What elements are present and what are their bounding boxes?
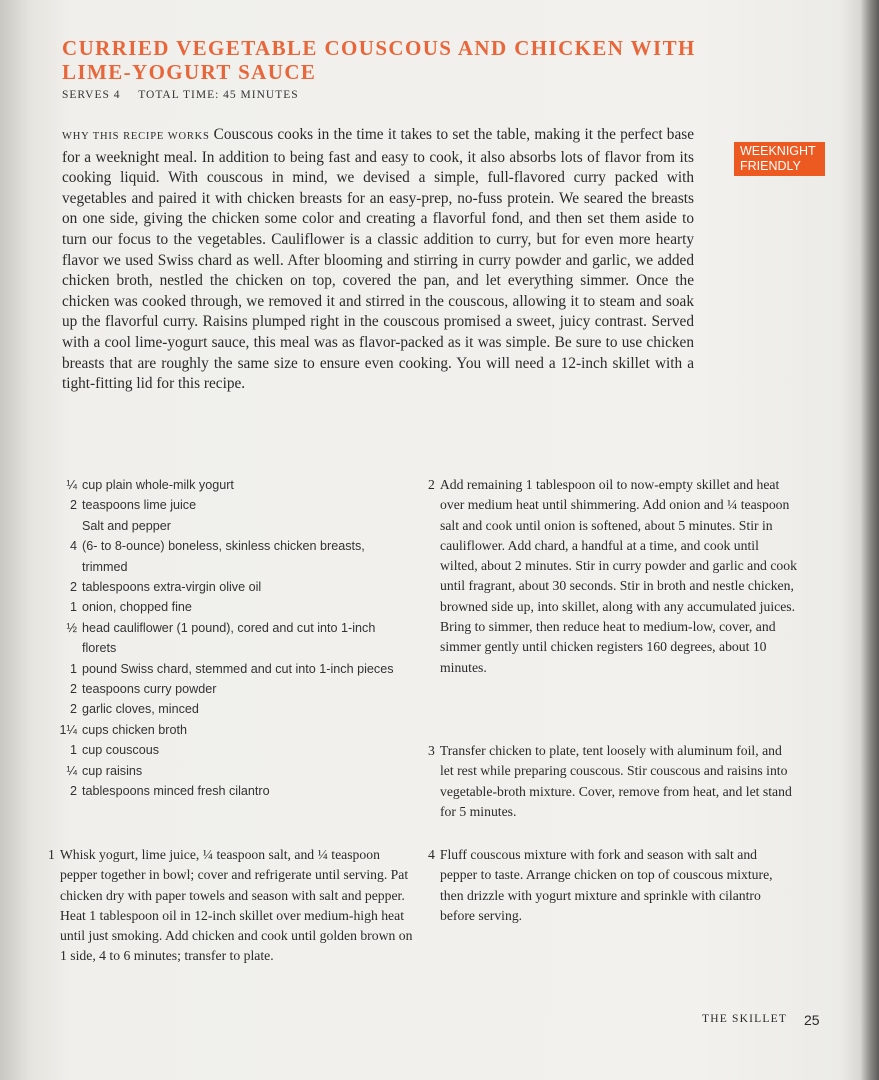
- step-text: Whisk yogurt, lime juice, ¼ teaspoon salt, and ¼ teaspoon pepper together in bowl; cover and refrigerate until serving. Pat chicken dry with paper towels and season with salt and pepper. Heat 1 tablespoon oil in 12-inch skillet over medium-high heat until just smoking. Add chicken and cook until golden brown on 1 side, 4 to 6 minutes; transfer to plate.: [59, 847, 413, 964]
- intro-text: Couscous cooks in the time it takes to set the table, making it the perfect base for a weeknight meal. In addition to being fast and easy to cook, it also absorbs lots of flavor from its cooking liquid. With couscous in mind, we devised a simple, full-flavored curry packed with vegetables and paired it with chicken breasts for an easy-prep, no-fuss protein. We seared the breasts on one side, giving the chicken some color and creating a flavorful fond, and then set them aside to turn our focus to the vegetables. Cauliflower is a classic addition to curry, but for even more hearty flavor we used Swiss chard as well. After blooming and stirring in curry powder and garlic, we added chicken broth, nestled the chicken on top, covered the pan, and let everything simmer. Once the chicken was cooked through, we removed it and stirred in the couscous, allowing it to steam and soak up the flavorful curry. Raisins plumped right in the couscous promised a sweet, juicy contrast. Served with a cool lime-yogurt sauce, this meal was as flavor-packed as it was simple. Be sure to use chicken breasts that are roughly the same size to ensure even cooking. You will need a 12-inch skillet with a tight-fitting lid for this recipe.: [62, 126, 694, 393]
- ingredient-text: teaspoons lime juice: [82, 498, 197, 513]
- ingredient-quantity: ¼: [66, 763, 77, 778]
- step-number: 3: [428, 743, 435, 758]
- intro-lead: WHY THIS RECIPE WORKS: [62, 131, 210, 142]
- ingredient-quantity: 2: [69, 580, 77, 595]
- ingredient-text: onion, chopped fine: [82, 600, 192, 615]
- step-number: 1: [48, 847, 55, 862]
- ingredient-list: [48, 475, 398, 802]
- ingredient-text: (6- to 8-ounce) boneless, skinless chicken breasts, trimmed: [82, 539, 365, 574]
- intro-paragraph: [62, 125, 694, 395]
- page-number: 25: [804, 1012, 820, 1028]
- ingredient-item: [48, 536, 398, 577]
- ingredient-quantity: 2: [69, 498, 77, 513]
- ingredient-item: [48, 577, 398, 597]
- ingredient-item: [48, 516, 398, 536]
- ingredient-item: [48, 679, 398, 699]
- ingredient-text: pound Swiss chard, stemmed and cut into 1-inch pieces: [82, 661, 394, 676]
- ingredient-item: [48, 475, 398, 495]
- ingredient-quantity: ¼: [66, 478, 77, 492]
- ingredient-item: [48, 740, 398, 760]
- ingredient-item: [48, 781, 398, 801]
- ingredient-text: cups chicken broth: [82, 722, 188, 737]
- step-4: [428, 845, 797, 926]
- total-time-label: TOTAL TIME: 45 MINUTES: [138, 89, 299, 101]
- ingredient-quantity: 2: [69, 682, 77, 697]
- ingredient-text: cup plain whole-milk yogurt: [82, 478, 234, 492]
- step-text: Transfer chicken to plate, tent loosely with aluminum foil, and let rest while preparing couscous. Stir couscous and raisins into vegetable-broth mixture. Cover, remove from heat, and let stand for 5 minutes.: [439, 743, 792, 819]
- serves-label: SERVES 4: [62, 89, 121, 101]
- ingredient-text: teaspoons curry powder: [82, 682, 217, 697]
- ingredient-item: [48, 761, 398, 781]
- ingredient-item: [48, 659, 398, 679]
- ingredient-text: garlic cloves, minced: [82, 702, 199, 717]
- ingredient-item: [48, 495, 398, 515]
- ingredient-text: cup couscous: [82, 743, 160, 758]
- weeknight-friendly-badge: WEEKNIGHT FRIENDLY: [734, 142, 825, 176]
- ingredient-item: [48, 618, 398, 659]
- ingredient-text: Salt and pepper: [82, 518, 171, 533]
- ingredient-quantity: 2: [69, 784, 77, 799]
- section-footer: THE SKILLET: [702, 1013, 788, 1025]
- ingredient-quantity: 2: [69, 702, 77, 717]
- ingredient-quantity: 1¼: [59, 722, 77, 737]
- ingredient-text: tablespoons extra-virgin olive oil: [82, 580, 262, 595]
- ingredient-item: [48, 597, 398, 617]
- ingredient-quantity: 4: [69, 539, 77, 554]
- ingredient-quantity: ½: [66, 620, 77, 635]
- recipe-title: CURRIED VEGETABLE COUSCOUS AND CHICKEN WITH LIME-YOGURT SAUCE: [62, 36, 696, 84]
- step-text: Fluff couscous mixture with fork and season with salt and pepper to taste. Arrange chicken on top of couscous mixture, then drizzle with yogurt mixture and sprinkle with cilantro before serving.: [439, 847, 773, 923]
- ingredient-text: cup raisins: [82, 763, 143, 778]
- ingredient-quantity: 1: [69, 600, 77, 615]
- step-1: [48, 845, 414, 967]
- ingredient-text: tablespoons minced fresh cilantro: [82, 784, 270, 799]
- step-text: Add remaining 1 tablespoon oil to now-empty skillet and heat over medium heat until shimmering. Add onion and ¼ teaspoon salt and cook until onion is softened, about 5 minutes. Stir in cauliflower. Add chard, a handful at a time, and cook until wilted, about 2 minutes. Stir in curry powder and garlic and cook until fragrant, about 30 seconds. Stir in broth and nestle chicken, browned side up, into skillet, along with any accumulated juices. Bring to simmer, then reduce heat to medium-low, cover, and simmer gently until chicken registers 160 degrees, about 10 minutes.: [439, 477, 797, 675]
- step-number: 4: [428, 847, 435, 862]
- step-number: 2: [428, 477, 435, 492]
- ingredient-item: [48, 720, 398, 740]
- ingredient-quantity: 1: [69, 661, 77, 676]
- ingredient-item: [48, 699, 398, 719]
- ingredient-text: head cauliflower (1 pound), cored and cut into 1-inch florets: [82, 620, 376, 656]
- step-2: [428, 475, 797, 678]
- ingredient-quantity: 1: [69, 743, 77, 758]
- recipe-meta: [62, 89, 313, 101]
- step-3: [428, 741, 797, 822]
